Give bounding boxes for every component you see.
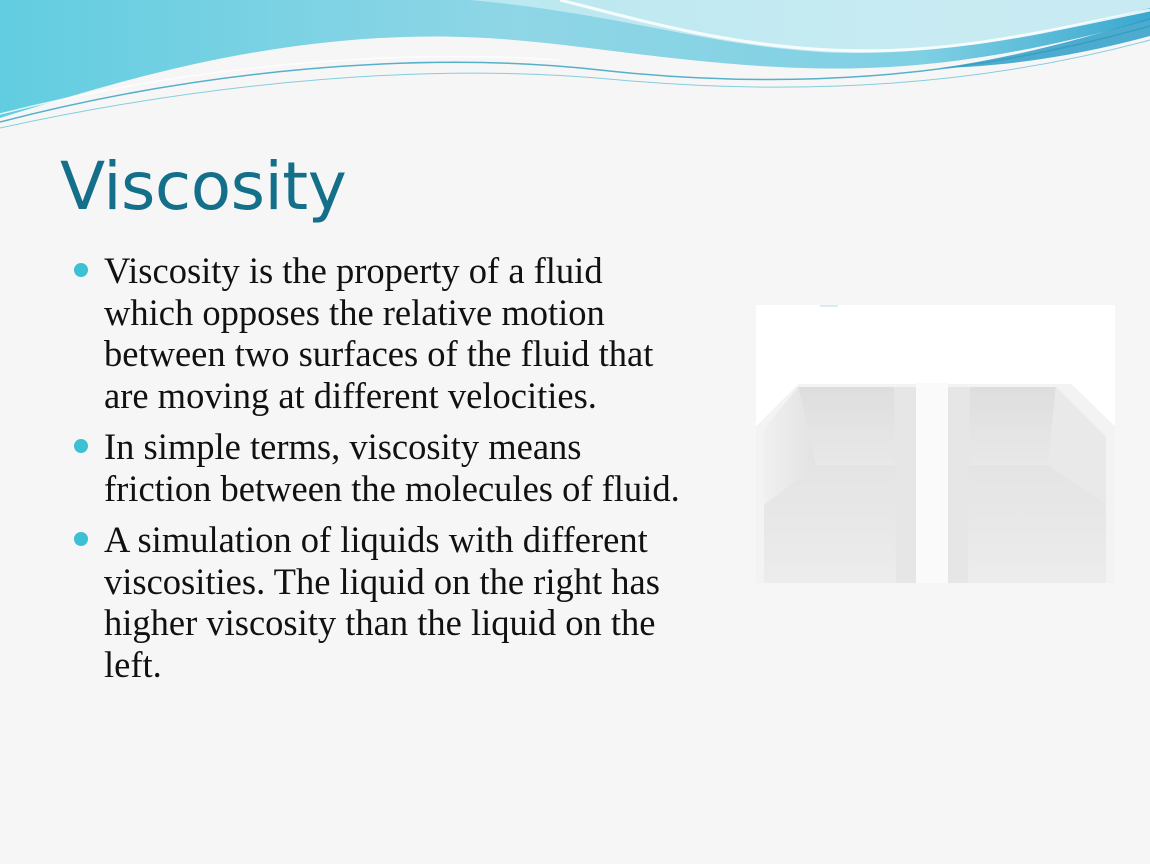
bullet-icon <box>74 439 88 453</box>
header-wave-decoration <box>0 0 1150 140</box>
slide-title: Viscosity <box>60 148 347 225</box>
bullet-item <box>74 426 694 509</box>
bullet-item <box>74 250 694 416</box>
bullet-list <box>74 250 694 695</box>
bullet-text: In simple terms, viscosity means friction between the molecules of fluid. <box>104 426 680 509</box>
viscosity-simulation-image <box>756 305 1115 583</box>
bullet-item <box>74 519 694 685</box>
bullet-icon <box>74 532 88 546</box>
bullet-text: A simulation of liquids with different viscosities. The liquid on the right has higher viscosity than the liquid on the left. <box>104 519 660 685</box>
bullet-icon <box>74 263 88 277</box>
bullet-text: Viscosity is the property of a fluid which opposes the relative motion between two surfaces of the fluid that are moving at different velocities. <box>104 250 654 416</box>
